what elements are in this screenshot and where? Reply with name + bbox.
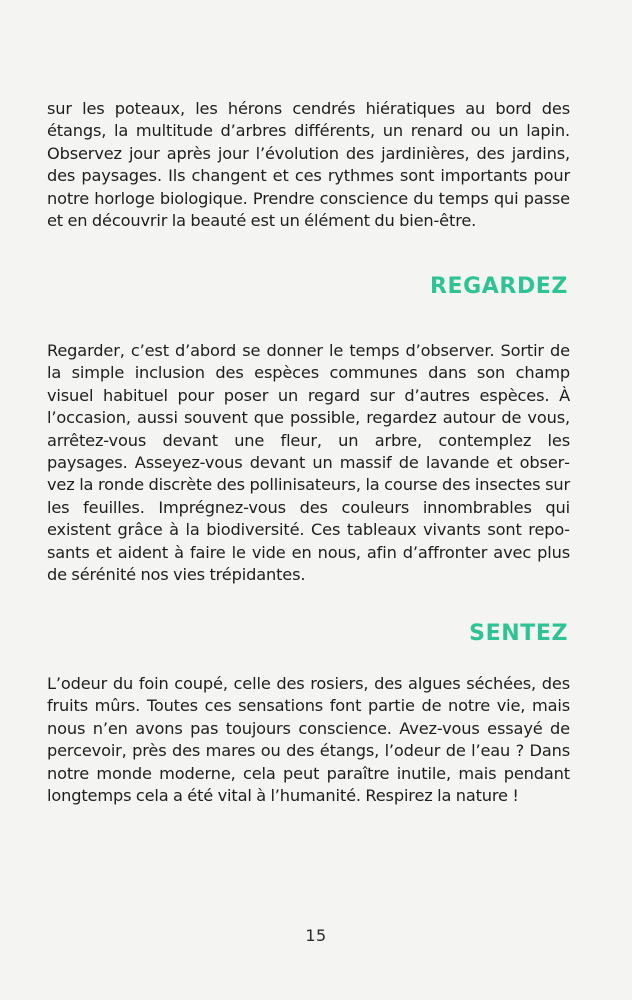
page-number: 15 xyxy=(305,926,327,945)
intro-paragraph: sur les poteaux, les hérons cendrés hiératiques au bord des étangs, la multitude d’arbres différents, un renard ou un lapin. Observez jour après jour l’évolution des jardinières, des jardins, des paysages. Ils changent et ces rythmes sont importants pour notre horloge biologique. Prendre conscience du temps qui passe et en découvrir la beauté est un élément du bien-être. xyxy=(47,99,570,231)
section-heading-sentez: SENTEZ xyxy=(469,621,568,646)
section-paragraph-sentez: L’odeur du foin coupé, celle des rosiers, des algues séchées, des fruits mûrs. Toutes ces sensations font partie de notre vie, mais nous n’en avons pas toujours conscience. Avez-vous essayé de percevoir, près des mares ou des étangs, l’odeur de l’eau ? Dans notre monde moderne, cela peut paraître inutile, mais pendant longtemps cela a été vital à l’humanité. Respirez la nature ! xyxy=(47,674,570,806)
section-heading-regardez: REGARDEZ xyxy=(429,274,568,299)
section-paragraph-regardez: Regarder, c’est d’abord se donner le temps d’observer. Sortir de la simple inclusion des espèces communes dans son champ visuel habituel pour poser un regard sur d’autres espèces. À l’occasion, aussi souvent que possible, regardez autour de vous, arrêtez-vous devant une fleur, un arbre, contemplez les paysages. Asseyez-vous devant un massif de lavande et observez la ronde discrète des pollinisateurs, la course des insectes sur les feuilles. Imprégnez-vous des couleurs innombrables qui existent grâce à la biodiversité. Ces tableaux vivants sont reposants et aident à faire le vide en nous, afin d’affronter avec plus de sérénité nos vies trépidantes. xyxy=(47,341,570,585)
